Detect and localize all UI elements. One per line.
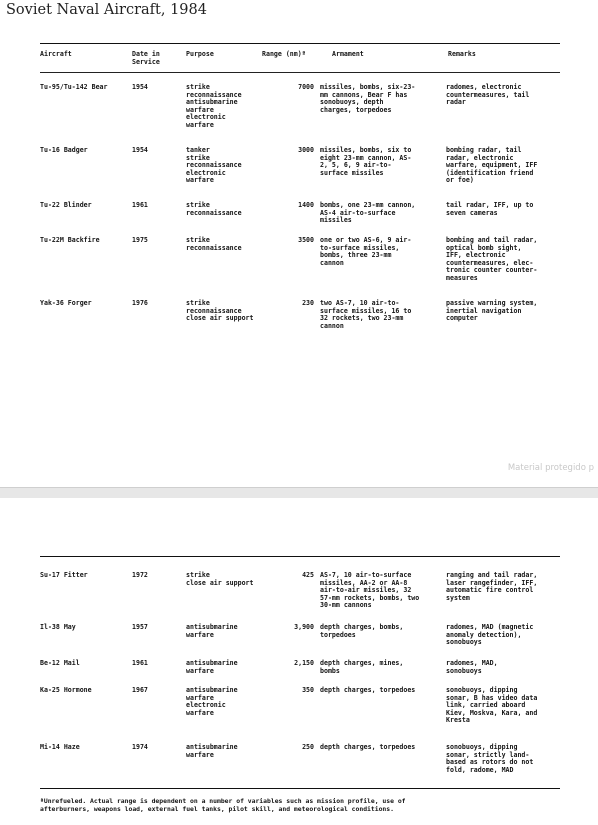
document-title: Soviet Naval Aircraft, 1984 (6, 2, 207, 18)
cell-remarks: radomes, MAD (magnetic anomaly detection), sonobuoys (446, 623, 534, 647)
cell-armament: bombs, one 23-mm cannon, AS-4 air-to-surface missiles (320, 201, 416, 225)
cell-purpose: antisubmarine warfare (186, 743, 238, 759)
cell-range: 1400 (298, 201, 314, 209)
cell-armament: depth charges, torpedoes (320, 686, 416, 694)
cell-date: 1972 (132, 571, 148, 579)
cell-date: 1967 (132, 686, 148, 694)
cell-purpose: strike reconnaissance (186, 201, 242, 217)
table-bottom-rule (40, 788, 560, 789)
cell-remarks: tail radar, IFF, up to seven cameras (446, 201, 534, 217)
cell-range: 425 (302, 571, 314, 579)
cell-range: 3,900 (294, 623, 314, 631)
cell-range: 250 (302, 743, 314, 751)
cell-range: 3000 (298, 146, 314, 154)
cell-armament: missiles, bombs, six-23- mm cannons, Bear F has sonobuoys, depth charges, torpedoes (320, 83, 416, 114)
cell-armament: depth charges, mines, bombs (320, 659, 404, 675)
cell-date: 1974 (132, 743, 148, 751)
header-aircraft: Aircraft (40, 50, 72, 58)
cell-purpose: tanker strike reconnaissance electronic warfare (186, 146, 242, 185)
cell-armament: missiles, bombs, six to eight 23-mm cannon, AS- 2, 5, 6, 9 air-to- surface missiles (320, 146, 412, 177)
cell-aircraft: Il-38 May (40, 623, 76, 631)
cell-aircraft: Be-12 Mail (40, 659, 80, 667)
cell-range: 350 (302, 686, 314, 694)
cell-purpose: antisubmarine warfare electronic warfare (186, 686, 238, 717)
header-remarks: Remarks (448, 50, 476, 58)
cell-purpose: strike reconnaissance antisubmarine warfare electronic warfare (186, 83, 242, 129)
cell-remarks: bombing and tail radar, optical bomb sight, IFF, electronic countermeasures, elec- tronic counter counter- measures (446, 236, 538, 282)
header-range: Range (nm)ª (262, 50, 306, 58)
cell-range: 230 (302, 299, 314, 307)
header-date: Date in Service (132, 50, 160, 66)
cell-purpose: antisubmarine warfare (186, 623, 238, 639)
cell-date: 1961 (132, 659, 148, 667)
cell-aircraft: Yak-36 Forger (40, 299, 92, 307)
header-armament: Armament (332, 50, 364, 58)
cell-aircraft: Tu-16 Badger (40, 146, 88, 154)
cell-range: 2,150 (294, 659, 314, 667)
cell-armament: one or two AS-6, 9 air- to-surface missiles, bombs, three 23-mm cannon (320, 236, 412, 267)
cell-aircraft: Tu-22M Backfire (40, 236, 100, 244)
cell-range: 3500 (298, 236, 314, 244)
document-page-2 (0, 498, 598, 825)
cell-armament: AS-7, 10 air-to-surface missiles, AA-2 or AA-8 air-to-air missiles, 32 57-mm rockets, bombs, two 30-mm cannons (320, 571, 420, 610)
table-header-rule (40, 72, 560, 73)
cell-date: 1976 (132, 299, 148, 307)
cell-remarks: passive warning system, inertial navigation computer (446, 299, 538, 323)
cell-remarks: sonobuoys, dipping sonar, strictly land- based as rotors do not fold, radome, MAD (446, 743, 534, 774)
cell-purpose: strike reconnaissance close air support (186, 299, 254, 323)
cell-aircraft: Su-17 Fitter (40, 571, 88, 579)
cell-purpose: antisubmarine warfare (186, 659, 238, 675)
table-top-rule (40, 43, 560, 44)
cell-date: 1954 (132, 146, 148, 154)
cell-remarks: ranging and tail radar, laser rangefinder, IFF, automatic fire control system (446, 571, 538, 602)
cell-date: 1957 (132, 623, 148, 631)
cell-remarks: radomes, MAD, sonobuoys (446, 659, 498, 675)
cell-purpose: strike close air support (186, 571, 254, 587)
cell-date: 1961 (132, 201, 148, 209)
cell-armament: depth charges, torpedoes (320, 743, 416, 751)
cell-date: 1975 (132, 236, 148, 244)
cell-armament: two AS-7, 10 air-to- surface missiles, 16 to 32 rockets, two 23-mm cannon (320, 299, 412, 330)
table-continuation-rule (40, 556, 560, 557)
cell-aircraft: Mi-14 Haze (40, 743, 80, 751)
table-footnote: ªUnrefueled. Actual range is dependent on a number of variables such as mission profile, use of afterburners, weapons load, external fuel tanks, pilot skill, and meteorological conditions. (40, 797, 406, 813)
cell-aircraft: Ka-25 Hormone (40, 686, 92, 694)
cell-date: 1954 (132, 83, 148, 91)
cell-remarks: radomes, electronic countermeasures, tail radar (446, 83, 530, 107)
watermark-text: Material protegido p (507, 463, 594, 473)
cell-aircraft: Tu-95/Tu-142 Bear (40, 83, 108, 91)
cell-purpose: strike reconnaissance (186, 236, 242, 252)
cell-range: 7000 (298, 83, 314, 91)
cell-armament: depth charges, bombs, torpedoes (320, 623, 404, 639)
header-purpose: Purpose (186, 50, 214, 58)
cell-remarks: sonobuoys, dipping sonar, B has video data link, carried aboard Kiev, Moskva, Kara, and Kresta (446, 686, 538, 725)
cell-remarks: bombing radar, tail radar, electronic warfare, equipment, IFF (identification friend or foe) (446, 146, 538, 185)
cell-aircraft: Tu-22 Blinder (40, 201, 92, 209)
